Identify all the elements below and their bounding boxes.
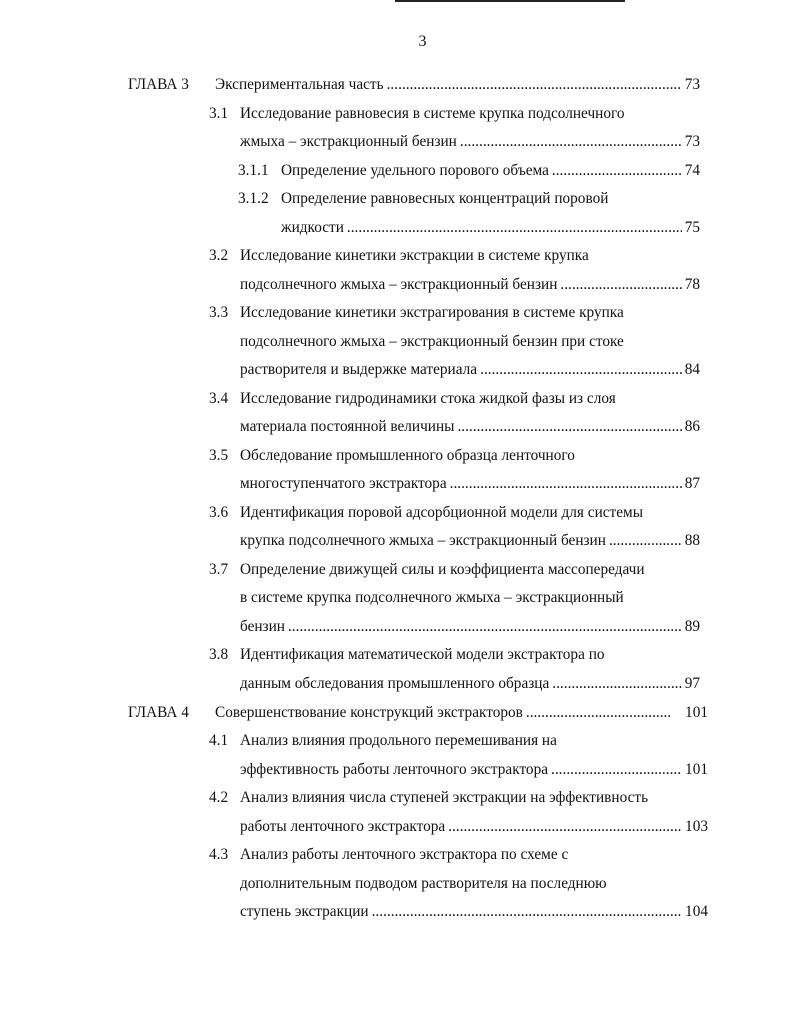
section-3-3-title-line2: подсолнечного жмыха – экстракционный бензин при стоке xyxy=(240,333,624,350)
chapter-3-title: Экспериментальная часть xyxy=(215,76,384,93)
section-3-8-title-line1: Идентификация математической модели экстрактора по xyxy=(240,646,605,663)
section-4-3-title-line3: ступень экстракции xyxy=(240,903,369,920)
section-3-8-number: 3.8 xyxy=(209,646,229,663)
page-number: 3 xyxy=(418,33,427,50)
section-3-6-title-line2: крупка подсолнечного жмыха – экстракционный бензин xyxy=(240,532,606,549)
scan-edge-line xyxy=(395,0,625,2)
section-3-7-page: 89 xyxy=(684,618,700,635)
section-3-1-1-page: 74 xyxy=(684,162,700,179)
section-3-1-2-number: 3.1.2 xyxy=(238,190,269,207)
section-3-7-title-line1: Определение движущей силы и коэффициента массопередачи xyxy=(240,561,645,578)
section-3-7-title-line3: бензин xyxy=(240,618,285,635)
section-3-8-page: 97 xyxy=(684,675,700,692)
chapter-4-entry xyxy=(215,703,708,723)
section-3-5-entry xyxy=(240,474,700,494)
section-4-1-title-line2: эффективность работы ленточного экстрактора xyxy=(240,761,549,778)
leader-dots xyxy=(288,617,682,637)
section-4-2-title-line1: Анализ влияния числа ступеней экстракции на эффективность xyxy=(240,789,649,806)
section-3-3-page: 84 xyxy=(684,361,700,378)
section-4-3-title-line1: Анализ работы ленточного экстрактора по схеме с xyxy=(240,846,569,863)
section-3-6-entry xyxy=(240,531,700,551)
section-3-8-title-line2: данным обследования промышленного образца xyxy=(240,675,550,692)
leader-dots xyxy=(387,75,682,95)
section-3-1-2-page: 75 xyxy=(684,219,700,236)
section-3-1-page: 73 xyxy=(684,133,700,150)
leader-dots xyxy=(347,218,682,238)
section-3-1-2-title-line2: жидкости xyxy=(281,219,344,236)
chapter-3-page: 73 xyxy=(684,76,700,93)
section-3-5-title-line2: многоступенчатого экстрактора xyxy=(240,475,447,492)
section-4-2-title-line2: работы ленточного экстрактора xyxy=(240,818,446,835)
section-3-2-page: 78 xyxy=(684,276,700,293)
leader-dots xyxy=(460,132,682,152)
section-4-3-entry xyxy=(240,902,708,922)
section-3-2-number: 3.2 xyxy=(209,247,229,264)
section-3-7-number: 3.7 xyxy=(209,561,229,578)
leader-dots xyxy=(552,674,681,694)
section-3-1-number: 3.1 xyxy=(209,105,229,122)
section-4-3-page: 104 xyxy=(685,903,708,920)
section-4-3-number: 4.3 xyxy=(209,846,229,863)
chapter-4-label: ГЛАВА 4 xyxy=(128,704,189,721)
chapter-3-entry xyxy=(215,75,700,95)
section-3-1-title-line1: Исследование равновесия в системе крупка подсолнечного xyxy=(240,105,625,122)
section-3-1-1-title: Определение удельного порового объема xyxy=(281,162,549,179)
chapter-4-page: 101 xyxy=(685,704,708,721)
section-3-1-1-entry xyxy=(281,161,700,181)
section-3-4-title-line2: материала постоянной величины xyxy=(240,418,455,435)
section-3-8-entry xyxy=(240,674,700,694)
section-3-7-entry xyxy=(240,617,700,637)
section-4-2-number: 4.2 xyxy=(209,789,229,806)
section-3-2-title-line2: подсолнечного жмыха – экстракционный бензин xyxy=(240,276,558,293)
section-3-1-entry xyxy=(240,132,700,152)
section-3-6-number: 3.6 xyxy=(209,504,229,521)
section-3-1-1-number: 3.1.1 xyxy=(238,162,269,179)
leader-dots xyxy=(450,474,682,494)
section-4-2-page: 103 xyxy=(685,818,708,835)
section-3-3-title-line3: растворителя и выдержке материала xyxy=(240,361,478,378)
section-4-1-title-line1: Анализ влияния продольного перемешивания на xyxy=(240,732,557,749)
leader-dots xyxy=(526,703,670,723)
section-3-3-number: 3.3 xyxy=(209,304,229,321)
section-4-1-entry xyxy=(240,760,708,780)
section-3-1-2-entry xyxy=(281,218,700,238)
section-4-1-number: 4.1 xyxy=(209,732,229,749)
section-4-1-page: 101 xyxy=(685,761,708,778)
section-3-1-title-line2: жмыха – экстракционный бензин xyxy=(240,133,457,150)
chapter-4-title: Совершенствование конструкций экстракторов xyxy=(215,704,523,721)
section-3-4-entry xyxy=(240,417,700,437)
leader-dots xyxy=(609,531,682,551)
section-3-2-entry xyxy=(240,275,700,295)
section-3-7-title-line2: в системе крупка подсолнечного жмыха – экстракционный xyxy=(240,589,624,606)
section-3-4-number: 3.4 xyxy=(209,390,229,407)
section-3-2-title-line1: Исследование кинетики экстракции в системе крупка xyxy=(240,247,589,264)
chapter-3-label: ГЛАВА 3 xyxy=(128,76,189,93)
section-3-5-number: 3.5 xyxy=(209,447,229,464)
section-3-1-2-title-line1: Определение равновесных концентраций поровой xyxy=(281,190,609,207)
leader-dots xyxy=(457,417,681,437)
section-4-3-title-line2: дополнительным подводом растворителя на последнюю xyxy=(240,875,607,892)
leader-dots xyxy=(372,902,682,922)
leader-dots xyxy=(551,760,682,780)
leader-dots xyxy=(480,360,682,380)
section-3-4-page: 86 xyxy=(684,418,700,435)
leader-dots xyxy=(552,161,682,181)
section-3-3-title-line1: Исследование кинетики экстрагирования в системе крупка xyxy=(240,304,624,321)
section-4-2-entry xyxy=(240,817,708,837)
section-3-3-entry xyxy=(240,360,700,380)
section-3-4-title-line1: Исследование гидродинамики стока жидкой фазы из слоя xyxy=(240,390,616,407)
section-3-6-page: 88 xyxy=(684,532,700,549)
section-3-5-title-line1: Обследование промышленного образца ленточного xyxy=(240,447,575,464)
leader-dots xyxy=(560,275,681,295)
section-3-6-title-line1: Идентификация поровой адсорбционной модели для системы xyxy=(240,504,643,521)
section-3-5-page: 87 xyxy=(684,475,700,492)
leader-dots xyxy=(448,817,682,837)
